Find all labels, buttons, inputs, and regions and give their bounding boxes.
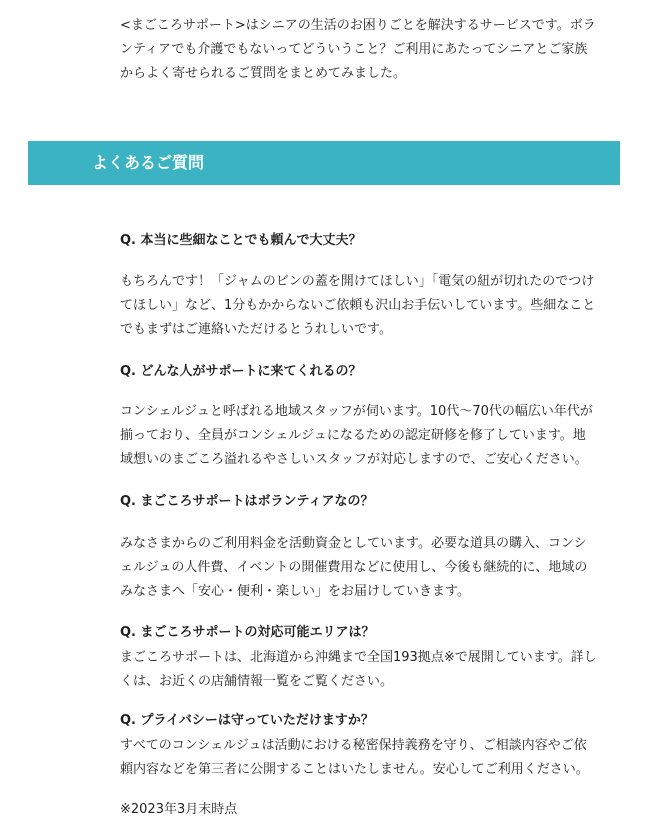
faq-section-header <box>28 141 620 185</box>
faq-answer-4: まごころサポートは、北海道から沖縄まで全国193拠点※で展開しています。詳しくは、お近くの店舗情報一覧をご覧ください。 <box>120 650 597 689</box>
faq-question-3: Q. まごころサポートはボランティアなの？ <box>120 494 374 509</box>
faq-answer-2: コンシェルジュと呼ばれる地域スタッフが伺います。10代〜70代の幅広い年代が揃っており、全員がコンシェルジュになるための認定研修を修了しています。地域想いのまごころ溢れるやさしいスタッフが対応しますので、ご安心ください。 <box>120 404 593 467</box>
faq-question-4: Q. まごころサポートの対応可能エリアは？ <box>120 625 375 640</box>
faq-answer-1: もちろんです！「ジャムのビンの蓋を開けてほしい」「電気の紐が切れたのでつけてほしい」など、1分もかからないご依頼も沢山お手伝いしています。些細なことでもまずはご連絡いただけるとうれしいです。 <box>120 274 596 337</box>
faq-question-1: Q. 本当に些細なことでも頼んで大丈夫？ <box>120 233 362 248</box>
faq-question-5: Q. プライバシーは守っていただけますか？ <box>120 713 374 728</box>
faq-answer-5: すべてのコンシェルジュは活動における秘密保持義務を守り、ご相談内容やご依頼内容などを第三者に公開することはいたしません。安心してご利用ください。 <box>120 738 589 777</box>
intro-text: <まごころサポート>はシニアの生活のお困りごとを解決するサービスです。ボランティアでも介護でもないってどういうこと？ご利用にあたってシニアとご家族からよく寄せられるご質問をまとめてみました。 <box>120 18 596 81</box>
faq-answer-3: みなさまからのご利用料金を活動資金としています。必要な道具の購入、コンシェルジュの人件費、イベントの開催費用などに使用し、今後も継続的に、地域のみなさまへ「安心・便利・楽しい」をお届けしていきます。 <box>120 536 588 599</box>
faq-question-2: Q. どんな人がサポートに来てくれるの？ <box>120 364 362 379</box>
faq-section-title: よくあるご質問 <box>92 153 205 172</box>
footnote: ※2023年3月末時点 <box>120 802 238 817</box>
